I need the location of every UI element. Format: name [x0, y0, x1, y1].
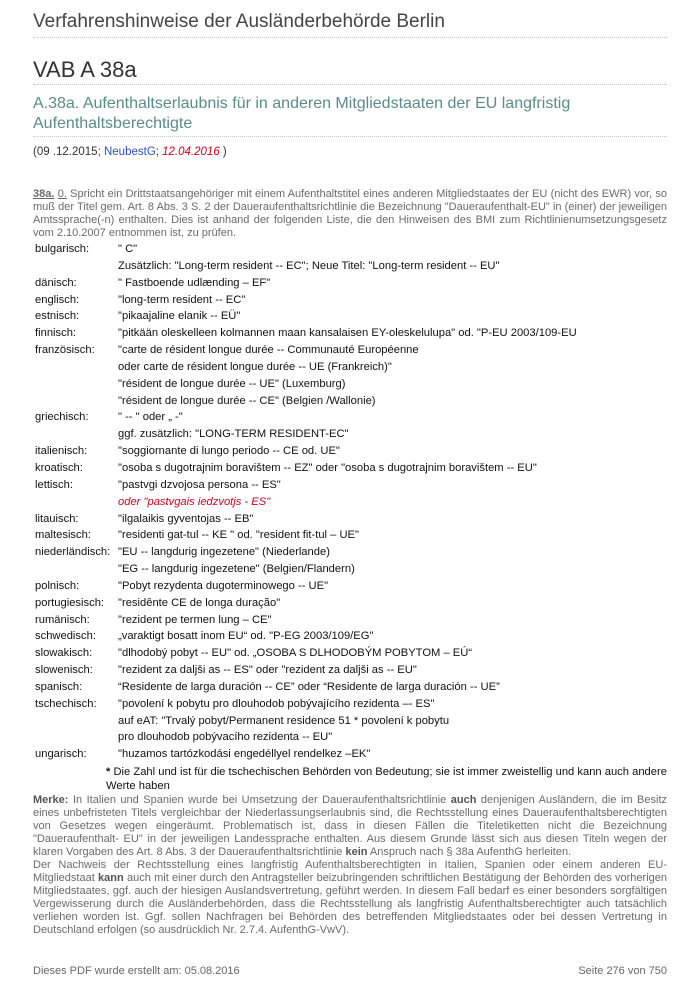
- language-name: litauisch:: [35, 512, 79, 525]
- language-designation: "résident de longue durée -- CE" (Belgien /Wallonie): [118, 394, 376, 407]
- language-row: [33, 715, 667, 732]
- footnote: [106, 766, 667, 793]
- meta-sep: ;: [155, 146, 163, 158]
- language-row: [33, 462, 667, 479]
- intro-paragraph: [33, 188, 667, 240]
- language-designation: "pastvgi dzvojosa persona -- ES": [118, 478, 281, 491]
- language-designation: auf eAT: "Trvalý pobyt/Permanent residence 51 * povolení k pobytu: [118, 714, 450, 727]
- footer-page-number: Seite 276 von 750: [578, 965, 667, 977]
- language-name: portugiesisch:: [35, 596, 105, 609]
- merke-text: auch mit einer durch den Antragsteller beizubringenden schriftlichen Bestätigung der Behörden des vorherigen Mitgliedstaates, ggf. auch der hiesigen Auslandsvertretung, geführt werden. In diesem Fall bedarf es einer besonders sorgfältigen Vergewisserung durch die Ausländerbehörden, dass die Rechtsstellung als langfristig Aufenthaltsberechtigter auch tatsächlich verliehen worden ist. Ggf. sollen Nachfragen bei Behörden des betreffenden Mitgliedstaates oder bei dessen Vertretung in Deutschland erfolgen (so ausdrücklich Nr. 2.7.4. AufenthG-VwV).: [33, 872, 668, 936]
- meta-open: (09 .12.2015;: [33, 146, 104, 158]
- merke-text: denjenigen Ausländern, die im Besitz eines unbefristeten Titels vergleichbar der Niederlassungserlaubnis sind, die Rechtsstellung eines Daueraufenthaltsberechtigten von Gesetzes wegen eingeräumt. Problematisch ist, dass in diesen Fällen die Titeletiketten nicht die Bezeichnung "Daueraufenthalt- EU" in der jeweiligen Landessprache enthalten. Aus diesem Grunde lässt sich aus diesen Titeln wegen der klaren Vorgaben des Art. 8 Abs. 3 der Daueraufenthaltsrichtlinie: [33, 794, 667, 858]
- language-name: schwedisch:: [35, 630, 96, 643]
- language-designation: "long-term resident -- EC": [118, 293, 246, 306]
- language-row: [33, 563, 667, 580]
- language-row: [33, 277, 667, 294]
- language-name: slowakisch:: [35, 647, 93, 660]
- language-designation: "soggiornante di lungo periodo -- CE od. UE": [118, 445, 340, 458]
- language-designation: "pikaajaline elanik -- EÜ": [118, 310, 241, 323]
- language-designation: Zusätzlich: "Long-term resident -- EC"; Neue Titel: "Long-term resident -- EU": [118, 259, 500, 272]
- language-row: [33, 546, 667, 563]
- language-designation: "dlhodobý pobyt -- EU" od. „OSOBA S DLHODOBÝM POBYTOM – EÚ“: [118, 647, 473, 660]
- language-designation: "EG -- langdurig ingezetene" (Belgien/Flandern): [118, 563, 355, 576]
- language-designation: "Pobyt rezydenta dugoterminowego -- UE": [118, 579, 329, 592]
- document-header-title: Verfahrenshinweise der Ausländerbehörde Berlin: [33, 11, 445, 32]
- language-row: [33, 294, 667, 311]
- language-row: [33, 428, 667, 445]
- language-row: [33, 327, 667, 344]
- language-name: tschechisch:: [35, 697, 97, 710]
- language-designation: "huzamos tartózkodási engedéllyel rendelkez –EK": [118, 748, 371, 761]
- language-row: [33, 310, 667, 327]
- language-name: spanisch:: [35, 680, 83, 693]
- document-page: [33, 0, 667, 990]
- language-row: [33, 395, 667, 412]
- language-name: estnisch:: [35, 310, 80, 323]
- revision-meta: [33, 146, 227, 158]
- footnote-star: *: [106, 766, 111, 778]
- language-name: polnisch:: [35, 579, 80, 592]
- language-row: [33, 731, 667, 748]
- paragraph-number: 38a.: [33, 188, 55, 200]
- language-row: [33, 597, 667, 614]
- section-subtitle: A.38a. Aufenthaltserlaubnis für in anderen Mitgliedstaaten der EU langfristig Aufenthaltsberechtigte: [33, 95, 571, 132]
- merke-label: Merke:: [33, 794, 69, 806]
- subtitle-divider: [33, 136, 667, 137]
- merke-p2: [33, 859, 667, 937]
- language-name: niederländisch:: [35, 546, 111, 559]
- language-row: [33, 630, 667, 647]
- language-row: [33, 378, 667, 395]
- header-divider: [33, 37, 667, 38]
- meta-close: ): [219, 146, 227, 158]
- merke-bold: kann: [98, 872, 124, 884]
- language-row: [33, 513, 667, 530]
- language-row: [33, 411, 667, 428]
- merke-p1: [33, 794, 667, 859]
- language-row: [33, 664, 667, 681]
- language-row: [33, 445, 667, 462]
- language-name: rumänisch:: [35, 613, 90, 626]
- language-row: [33, 260, 667, 277]
- language-name: englisch:: [35, 293, 80, 306]
- subparagraph-number: 0.: [57, 188, 67, 200]
- language-designation: "rezident pe termen lung – CE": [118, 613, 272, 626]
- language-name: bulgarisch:: [35, 243, 90, 255]
- language-designation: oder carte de résident longue durée -- UE (Frankreich)": [118, 360, 392, 373]
- language-name: französisch:: [35, 344, 95, 357]
- language-name: kroatisch:: [35, 461, 83, 474]
- language-row: [33, 361, 667, 378]
- meta-date: 12.04.2016: [162, 146, 220, 158]
- language-row: [33, 496, 667, 513]
- language-designation: " Fastboende udlænding – EF": [118, 276, 271, 289]
- merke-text: Der Nachweis der Rechtsstellung eines langfristig Aufenthaltsberechtigten in Italien, Spanien oder einem anderen EU-Mitgliedstaat: [33, 859, 667, 884]
- language-designation: "ilgalaikis gyventojas -- EB": [118, 512, 254, 525]
- merke-bold: auch: [450, 794, 477, 806]
- intro-text: Spricht ein Drittstaatsangehöriger mit einem Aufenthaltstitel eines anderen Mitgliedstaates der EU (nicht des EWR) vor, so muß der Titel gem. Art. 8 Abs. 3 S. 2 der Daueraufenthaltsrichtlinie die Bezeichnung "Daueraufenthalt-EU" in (einer) der jeweiligen Amtssprache(-n) enthalten. Dies ist anhand der folgenden Liste, die den Hinweisen des BMI zum Richtlinienumsetzungsgesetz vom 2.10.2007 entnommen ist, zu prüfen.: [33, 188, 668, 239]
- language-designation: “Residente de larga duración -- CE” oder “Residente de larga duración -- UE”: [118, 680, 500, 693]
- language-row: [33, 614, 667, 631]
- language-designation: " -- " oder „ -": [118, 411, 183, 424]
- language-name: ungarisch:: [35, 748, 87, 761]
- language-row: [33, 344, 667, 361]
- language-designation: "résident de longue durée -- UE" (Luxemburg): [118, 377, 346, 390]
- language-designation: " C": [118, 243, 138, 255]
- language-designation: oder "pastvgais iedzvotjs - ES": [118, 495, 271, 508]
- merke-text: In Italien und Spanien wurde bei Umsetzung der Daueraufenthaltsrichtlinie: [68, 794, 451, 806]
- language-row: [33, 479, 667, 496]
- language-designation: pro dlouhodob pobývacího rezidenta -- EU": [118, 731, 333, 744]
- language-designation-table: [33, 243, 667, 765]
- language-designation: "EU -- langdurig ingezetene" (Niederlande): [118, 546, 330, 559]
- neubestg-link[interactable]: NeubestG: [103, 146, 156, 158]
- language-designation: "povolení k pobytu pro dlouhodob pobývajícího rezidenta –- ES": [118, 697, 435, 710]
- language-name: maltesisch:: [35, 529, 91, 542]
- language-row: [33, 243, 667, 260]
- language-name: italienisch:: [35, 445, 88, 458]
- footnote-text: Die Zahl und ist für die tschechischen Behörden von Bedeutung; sie ist immer zweistellig und kann auch andere Werte haben: [106, 766, 667, 792]
- language-row: [33, 748, 667, 765]
- language-designation: "carte de résident longue durée -- Communauté Européenne: [118, 344, 419, 357]
- language-designation: „varaktigt bosatt inom EU“ od. "P-EG 2003/109/EG": [118, 630, 374, 643]
- language-name: dänisch:: [35, 276, 77, 289]
- language-name: lettisch:: [35, 478, 73, 491]
- merke-bold: kein: [345, 846, 368, 858]
- language-row: [33, 681, 667, 698]
- section-title: VAB A 38a: [33, 57, 137, 82]
- footer-created-date: Dieses PDF wurde erstellt am: 05.08.2016: [33, 965, 240, 977]
- language-designation: "rezident za daljši as -- ES" oder "rezident za daljši as -- EU": [118, 664, 417, 677]
- merke-text: Anspruch nach § 38a AufenthG herleiten.: [367, 846, 572, 858]
- merke-paragraph: [33, 794, 667, 937]
- language-designation: "residênte CE de longa duração": [118, 596, 281, 609]
- language-name: finnisch:: [35, 327, 77, 340]
- language-designation: "osoba s dugotrajnim boravištem -- EZ" oder "osoba s dugotrajnim boravištem -- EU": [118, 461, 537, 474]
- language-designation: ggf. zusätzlich: "LONG-TERM RESIDENT-EC": [118, 428, 349, 441]
- language-row: [33, 529, 667, 546]
- language-name: griechisch:: [35, 411, 89, 424]
- language-designation: "residenti gat-tul -- KE " od. "resident fit-tul – UE": [118, 529, 359, 542]
- language-row: [33, 647, 667, 664]
- section-divider: [33, 84, 667, 85]
- language-designation: "pitkään oleskelleen kolmannen maan kansalaisen EY-oleskelulupa" od. "P-EU 2003/109-EU: [118, 327, 577, 340]
- language-row: [33, 580, 667, 597]
- language-name: slowenisch:: [35, 664, 93, 677]
- language-row: [33, 698, 667, 715]
